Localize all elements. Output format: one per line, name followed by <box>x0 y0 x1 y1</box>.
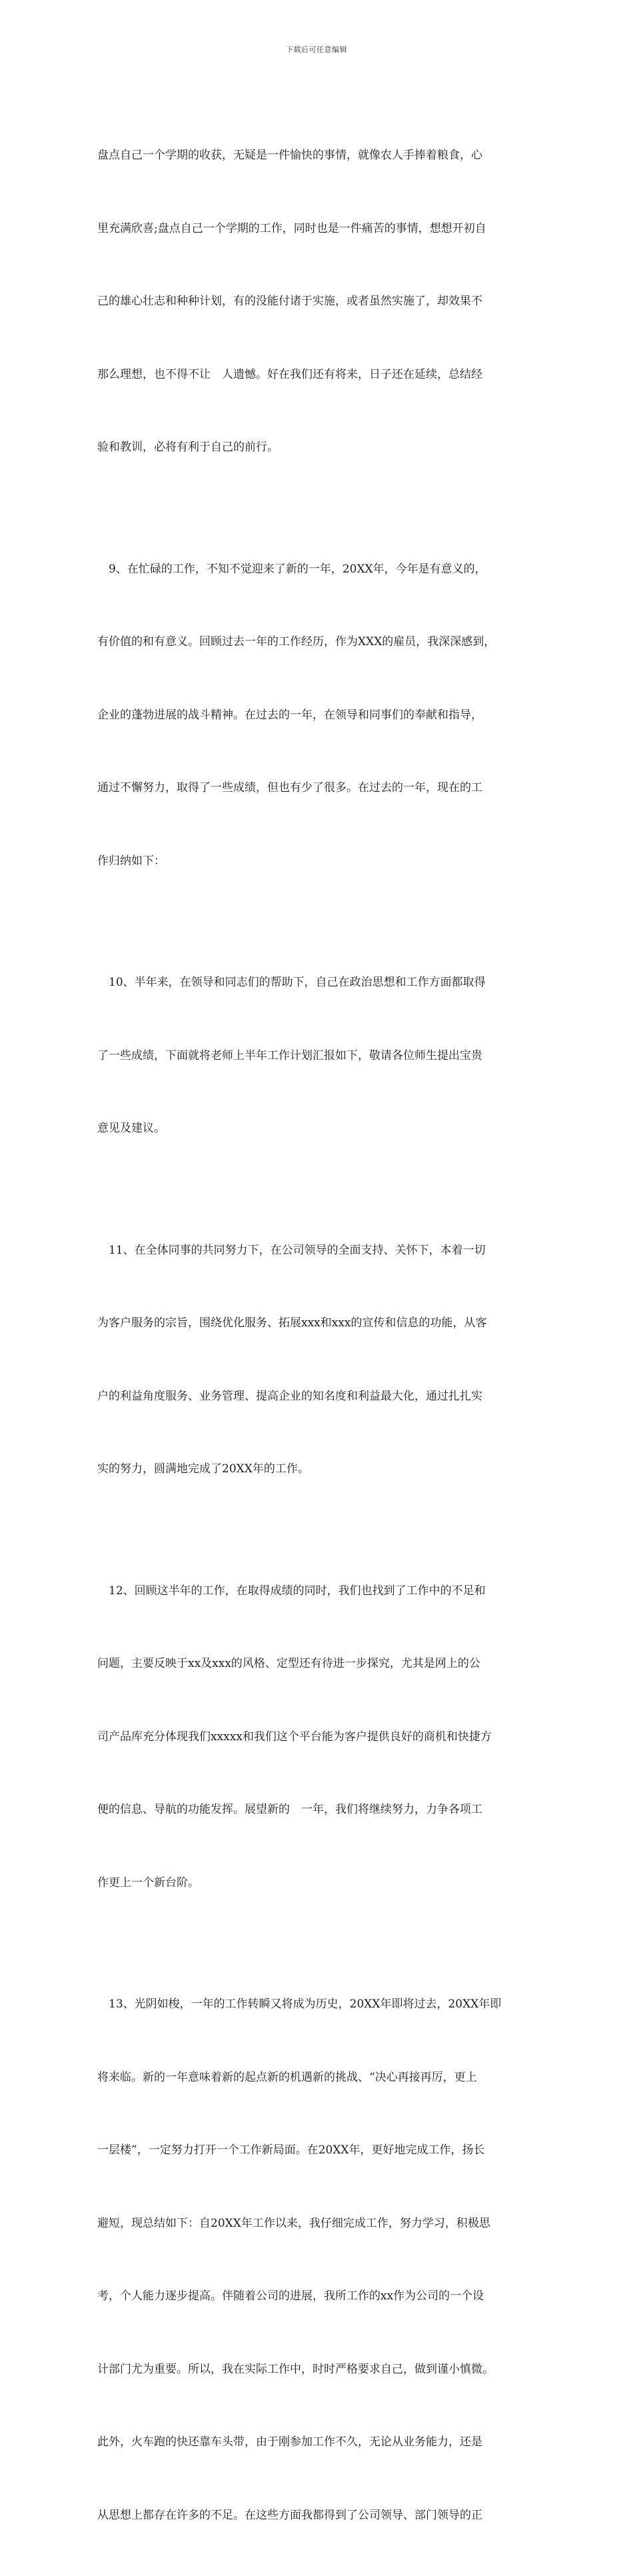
text-line: 计部门尤为重要。所以，我在实际工作中，时时严格要求自己，做到谨小慎微。 <box>97 2362 494 2376</box>
text-line: 考，个人能力逐步提高。伴随着公司的进展，我所工作的xx作为公司的一个设 <box>97 2289 484 2303</box>
document-body <box>97 95 550 2576</box>
text-line: 此外，火车跑的快还靠车头带，由于刚参加工作不久，无论从业务能力，还是 <box>97 2435 482 2449</box>
text-line: 己的雄心壮志和种种计划，有的没能付诸于实施，或者虽然实施了，却效果不 <box>97 295 482 308</box>
text-line: 为客户服务的宗旨，围绕优化服务、拓展xxx和xxx的宣传和信息的功能，从客 <box>97 1316 487 1330</box>
text-line: 通过不懈努力，取得了一些成绩，但也有少了很多。在过去的一年，现在的工 <box>97 781 482 794</box>
text-line: 那么理想，也不得不让 人遗憾。好在我们还有将来，日子还在延续，总结经 <box>97 367 482 381</box>
text-line: 作更上一个新台阶。 <box>97 1876 199 1890</box>
text-line: 了一些成绩，下面就将老师上半年工作计划汇报如下，敬请各位师生提出宝贵 <box>97 1048 482 1062</box>
text-line: 里充满欣喜;盘点自己一个学期的工作，同时也是一件痛苦的事情，想想开初自 <box>97 221 486 235</box>
text-line: 问题，主要反映于xx及xxx的风格、定型还有待进一步探究，尤其是网上的公 <box>97 1657 480 1670</box>
text-line: 将来临。新的一年意味着新的起点新的机遇新的挑战、“决心再接再厉，更上 <box>97 2070 477 2084</box>
paragraph-intro <box>97 95 550 509</box>
text-line: 司产品库充分体现我们xxxxx和我们这个平台能为客户提供良好的商机和快捷方 <box>97 1730 492 1744</box>
text-line: 便的信息、导航的功能发挥。展望新的 一年，我们将继续努力，力争各项工 <box>97 1803 482 1816</box>
page-header: 下载后可任意编辑 <box>286 45 347 54</box>
text-line: 9、在忙碌的工作，不知不觉迎来了新的一年，20XX年，今年是有意义的， <box>97 562 486 576</box>
text-line: 盘点自己一个学期的收获，无疑是一件愉快的事情，就像农人手捧着粮食，心 <box>97 149 482 162</box>
paragraph-12 <box>97 1530 550 1944</box>
text-line: 避短，现总结如下：自20XX年工作以来，我仔细完成工作，努力学习，积极思 <box>97 2216 490 2230</box>
text-line: 一层楼”，一定努力打开一个工作新局面。在20XX年，更好地完成工作，扬长 <box>97 2143 485 2157</box>
text-line: 从思想上都存在许多的不足。在这些方面我都得到了公司领导、部门领导的正 <box>97 2508 482 2522</box>
paragraph-11 <box>97 1190 550 1530</box>
text-line: 户的利益角度服务、业务管理、提高企业的知名度和利益最大化，通过扎扎实 <box>97 1389 482 1403</box>
text-line: 13、光阴如梭，一年的工作转瞬又将成为历史，20XX年即将过去，20XX年即 <box>97 1997 502 2011</box>
text-line: 实的努力，圆满地完成了20XX年的工作。 <box>97 1462 309 1476</box>
text-line: 11、在全体同事的共同努力下，在公司领导的全面支持、关怀下，本着一切 <box>97 1243 486 1257</box>
text-line: 12、回顾这半年的工作，在取得成绩的同时，我们也找到了工作中的不足和 <box>97 1584 486 1598</box>
text-line: 验和教训，必将有利于自己的前行。 <box>97 441 279 454</box>
text-line: 作归纳如下： <box>97 854 165 868</box>
text-line: 意见及建议。 <box>97 1122 165 1135</box>
paragraph-13 <box>97 1943 550 2576</box>
paragraph-9 <box>97 509 550 922</box>
text-line: 企业的蓬勃进展的战斗精神。在过去的一年，在领导和同事们的奉献和指导， <box>97 708 482 722</box>
text-line: 有价值的和有意义。回顾过去一年的工作经历，作为XXX的雇员，我深深感到， <box>97 635 496 648</box>
paragraph-10 <box>97 922 550 1190</box>
text-line: 10、半年来，在领导和同志们的帮助下，自己在政治思想和工作方面都取得 <box>97 976 486 989</box>
